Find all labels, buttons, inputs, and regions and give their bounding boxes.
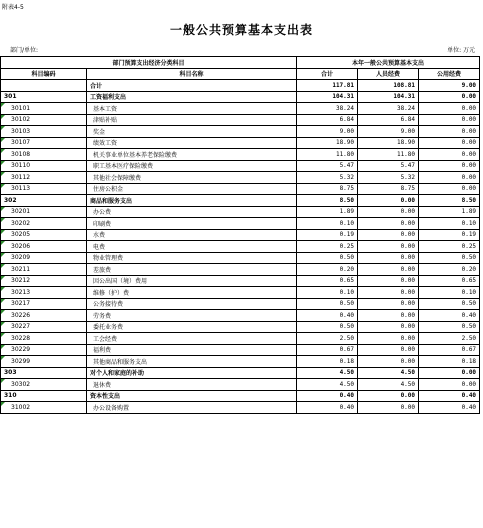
row-personnel: 0.00 <box>358 321 419 333</box>
row-personnel: 18.90 <box>358 137 419 149</box>
row-public: 0.00 <box>419 379 480 391</box>
row-code: 30217 <box>1 298 87 310</box>
row-code: 30205 <box>1 229 87 241</box>
row-name: 住房公积金 <box>87 183 297 195</box>
row-name: 委托业务费 <box>87 321 297 333</box>
row-name: 对个人和家庭的补助 <box>87 367 297 379</box>
row-name: 职工基本医疗保险缴费 <box>87 160 297 172</box>
unit-label: 单位: 万元 <box>447 47 475 54</box>
header-code: 科目编码 <box>1 68 87 80</box>
row-name: 资本性支出 <box>87 390 297 402</box>
row-personnel: 0.00 <box>358 241 419 253</box>
row-total: 8.75 <box>297 183 358 195</box>
row-code: 30110 <box>1 160 87 172</box>
table-row <box>1 390 480 402</box>
header-total: 合计 <box>297 68 358 80</box>
row-code: 30228 <box>1 333 87 345</box>
row-personnel: 0.00 <box>358 310 419 322</box>
table-row <box>1 149 480 161</box>
row-code: 30209 <box>1 252 87 264</box>
row-total: 0.25 <box>297 241 358 253</box>
row-public: 0.10 <box>419 218 480 230</box>
row-personnel: 0.00 <box>358 229 419 241</box>
table-row <box>1 114 480 126</box>
table-row <box>1 229 480 241</box>
row-public: 0.65 <box>419 275 480 287</box>
row-personnel: 11.80 <box>358 149 419 161</box>
row-total: 0.50 <box>297 252 358 264</box>
row-total: 4.50 <box>297 379 358 391</box>
row-code: 30211 <box>1 264 87 276</box>
table-row <box>1 252 480 264</box>
table-row <box>1 137 480 149</box>
row-total: 4.50 <box>297 367 358 379</box>
row-code: 303 <box>1 367 87 379</box>
row-total: 18.90 <box>297 137 358 149</box>
table-row <box>1 402 480 414</box>
row-personnel: 0.00 <box>358 264 419 276</box>
row-personnel: 4.50 <box>358 379 419 391</box>
table-row <box>1 160 480 172</box>
row-code <box>1 80 87 92</box>
row-public: 2.50 <box>419 333 480 345</box>
row-total: 2.50 <box>297 333 358 345</box>
row-name: 水费 <box>87 229 297 241</box>
row-total: 0.65 <box>297 275 358 287</box>
row-personnel: 0.00 <box>358 218 419 230</box>
row-public: 8.50 <box>419 195 480 207</box>
row-total: 5.47 <box>297 160 358 172</box>
table-row <box>1 310 480 322</box>
row-personnel: 0.00 <box>358 356 419 368</box>
row-personnel: 0.00 <box>358 275 419 287</box>
row-name: 合计 <box>87 80 297 92</box>
expenditure-table <box>0 56 480 414</box>
row-public: 0.40 <box>419 310 480 322</box>
row-total: 6.84 <box>297 114 358 126</box>
row-total: 1.89 <box>297 206 358 218</box>
row-name: 福利费 <box>87 344 297 356</box>
row-total: 0.50 <box>297 298 358 310</box>
row-code: 30107 <box>1 137 87 149</box>
row-code: 30103 <box>1 126 87 138</box>
row-public: 0.19 <box>419 229 480 241</box>
row-public: 0.00 <box>419 172 480 184</box>
row-name: 奖金 <box>87 126 297 138</box>
row-public: 0.25 <box>419 241 480 253</box>
row-total: 5.32 <box>297 172 358 184</box>
row-public: 0.00 <box>419 160 480 172</box>
row-total: 0.67 <box>297 344 358 356</box>
row-public: 0.00 <box>419 149 480 161</box>
row-personnel: 0.00 <box>358 344 419 356</box>
header-public: 公用经费 <box>419 68 480 80</box>
header-name: 科目名称 <box>87 68 297 80</box>
table-row <box>1 367 480 379</box>
row-public: 0.00 <box>419 103 480 115</box>
table-row <box>1 275 480 287</box>
row-personnel: 0.00 <box>358 252 419 264</box>
row-code: 30212 <box>1 275 87 287</box>
row-public: 0.50 <box>419 298 480 310</box>
row-personnel: 0.00 <box>358 287 419 299</box>
row-code: 310 <box>1 390 87 402</box>
row-code: 30102 <box>1 114 87 126</box>
row-name: 维修（护）费 <box>87 287 297 299</box>
table-row <box>1 356 480 368</box>
table-row <box>1 298 480 310</box>
row-name: 物业管理费 <box>87 252 297 264</box>
table-row <box>1 344 480 356</box>
row-total: 0.40 <box>297 390 358 402</box>
row-personnel: 0.00 <box>358 333 419 345</box>
row-total: 0.18 <box>297 356 358 368</box>
row-name: 工资福利支出 <box>87 91 297 103</box>
row-personnel: 0.00 <box>358 402 419 414</box>
table-row <box>1 183 480 195</box>
row-code: 30201 <box>1 206 87 218</box>
row-personnel: 5.47 <box>358 160 419 172</box>
row-code: 301 <box>1 91 87 103</box>
row-public: 0.50 <box>419 252 480 264</box>
table-row <box>1 172 480 184</box>
row-public: 0.67 <box>419 344 480 356</box>
header-personnel: 人员经费 <box>358 68 419 80</box>
row-name: 基本工资 <box>87 103 297 115</box>
row-personnel: 6.84 <box>358 114 419 126</box>
row-public: 0.00 <box>419 114 480 126</box>
row-public: 0.00 <box>419 137 480 149</box>
row-total: 117.81 <box>297 80 358 92</box>
row-public: 0.00 <box>419 91 480 103</box>
row-personnel: 4.50 <box>358 367 419 379</box>
row-total: 0.19 <box>297 229 358 241</box>
table-row <box>1 126 480 138</box>
row-name: 其他商品和服务支出 <box>87 356 297 368</box>
row-total: 9.00 <box>297 126 358 138</box>
row-code: 30112 <box>1 172 87 184</box>
row-public: 0.00 <box>419 367 480 379</box>
row-name: 其他社会保障缴费 <box>87 172 297 184</box>
row-total: 0.10 <box>297 218 358 230</box>
row-public: 0.50 <box>419 321 480 333</box>
row-public: 0.00 <box>419 183 480 195</box>
row-personnel: 8.75 <box>358 183 419 195</box>
row-public: 0.40 <box>419 402 480 414</box>
table-row <box>1 103 480 115</box>
row-personnel: 38.24 <box>358 103 419 115</box>
table-row <box>1 333 480 345</box>
table-row <box>1 379 480 391</box>
row-personnel: 0.00 <box>358 195 419 207</box>
row-code: 30213 <box>1 287 87 299</box>
header-group-row <box>1 57 480 69</box>
table-row <box>1 206 480 218</box>
row-code: 30113 <box>1 183 87 195</box>
row-personnel: 0.00 <box>358 298 419 310</box>
table-row <box>1 264 480 276</box>
header-column-row <box>1 68 480 80</box>
row-total: 11.80 <box>297 149 358 161</box>
header-group-left: 部门预算支出经济分类科目 <box>1 57 297 69</box>
row-code: 30229 <box>1 344 87 356</box>
row-total: 38.24 <box>297 103 358 115</box>
row-personnel: 0.00 <box>358 390 419 402</box>
department-label: 部门/单位: <box>10 47 39 54</box>
table-row <box>1 241 480 253</box>
row-code: 30226 <box>1 310 87 322</box>
row-public: 0.18 <box>419 356 480 368</box>
row-name: 办公设备购置 <box>87 402 297 414</box>
table-row <box>1 287 480 299</box>
row-code: 30202 <box>1 218 87 230</box>
row-name: 机关事业单位基本养老保险缴费 <box>87 149 297 161</box>
row-name: 办公费 <box>87 206 297 218</box>
row-name: 印刷费 <box>87 218 297 230</box>
row-personnel: 104.31 <box>358 91 419 103</box>
attachment-number: 附表4-5 <box>2 4 24 11</box>
row-personnel: 5.32 <box>358 172 419 184</box>
row-total: 0.40 <box>297 402 358 414</box>
row-total: 8.50 <box>297 195 358 207</box>
row-total: 0.20 <box>297 264 358 276</box>
row-personnel: 9.00 <box>358 126 419 138</box>
row-personnel: 0.00 <box>358 206 419 218</box>
row-public: 0.10 <box>419 287 480 299</box>
table-row <box>1 91 480 103</box>
row-code: 31002 <box>1 402 87 414</box>
table-row <box>1 321 480 333</box>
row-name: 电费 <box>87 241 297 253</box>
table-row <box>1 218 480 230</box>
header-group-right: 本年一般公共预算基本支出 <box>297 57 480 69</box>
row-personnel: 108.81 <box>358 80 419 92</box>
row-public: 0.20 <box>419 264 480 276</box>
row-public: 9.00 <box>419 80 480 92</box>
row-code: 30227 <box>1 321 87 333</box>
row-code: 30101 <box>1 103 87 115</box>
row-public: 1.89 <box>419 206 480 218</box>
row-total: 0.40 <box>297 310 358 322</box>
row-name: 劳务费 <box>87 310 297 322</box>
row-name: 津贴补贴 <box>87 114 297 126</box>
row-total: 104.31 <box>297 91 358 103</box>
row-total: 0.10 <box>297 287 358 299</box>
table-row <box>1 195 480 207</box>
row-name: 公务接待费 <box>87 298 297 310</box>
row-name: 因公出国（境）费用 <box>87 275 297 287</box>
row-public: 0.00 <box>419 126 480 138</box>
row-public: 0.40 <box>419 390 480 402</box>
row-total: 0.50 <box>297 321 358 333</box>
table-row <box>1 80 480 92</box>
row-code: 30299 <box>1 356 87 368</box>
row-code: 302 <box>1 195 87 207</box>
row-code: 30108 <box>1 149 87 161</box>
row-name: 差旅费 <box>87 264 297 276</box>
row-name: 退休费 <box>87 379 297 391</box>
row-code: 30206 <box>1 241 87 253</box>
row-name: 商品和服务支出 <box>87 195 297 207</box>
row-name: 工会经费 <box>87 333 297 345</box>
row-code: 30302 <box>1 379 87 391</box>
page-title: 一般公共预算基本支出表 <box>169 23 313 37</box>
row-name: 绩效工资 <box>87 137 297 149</box>
